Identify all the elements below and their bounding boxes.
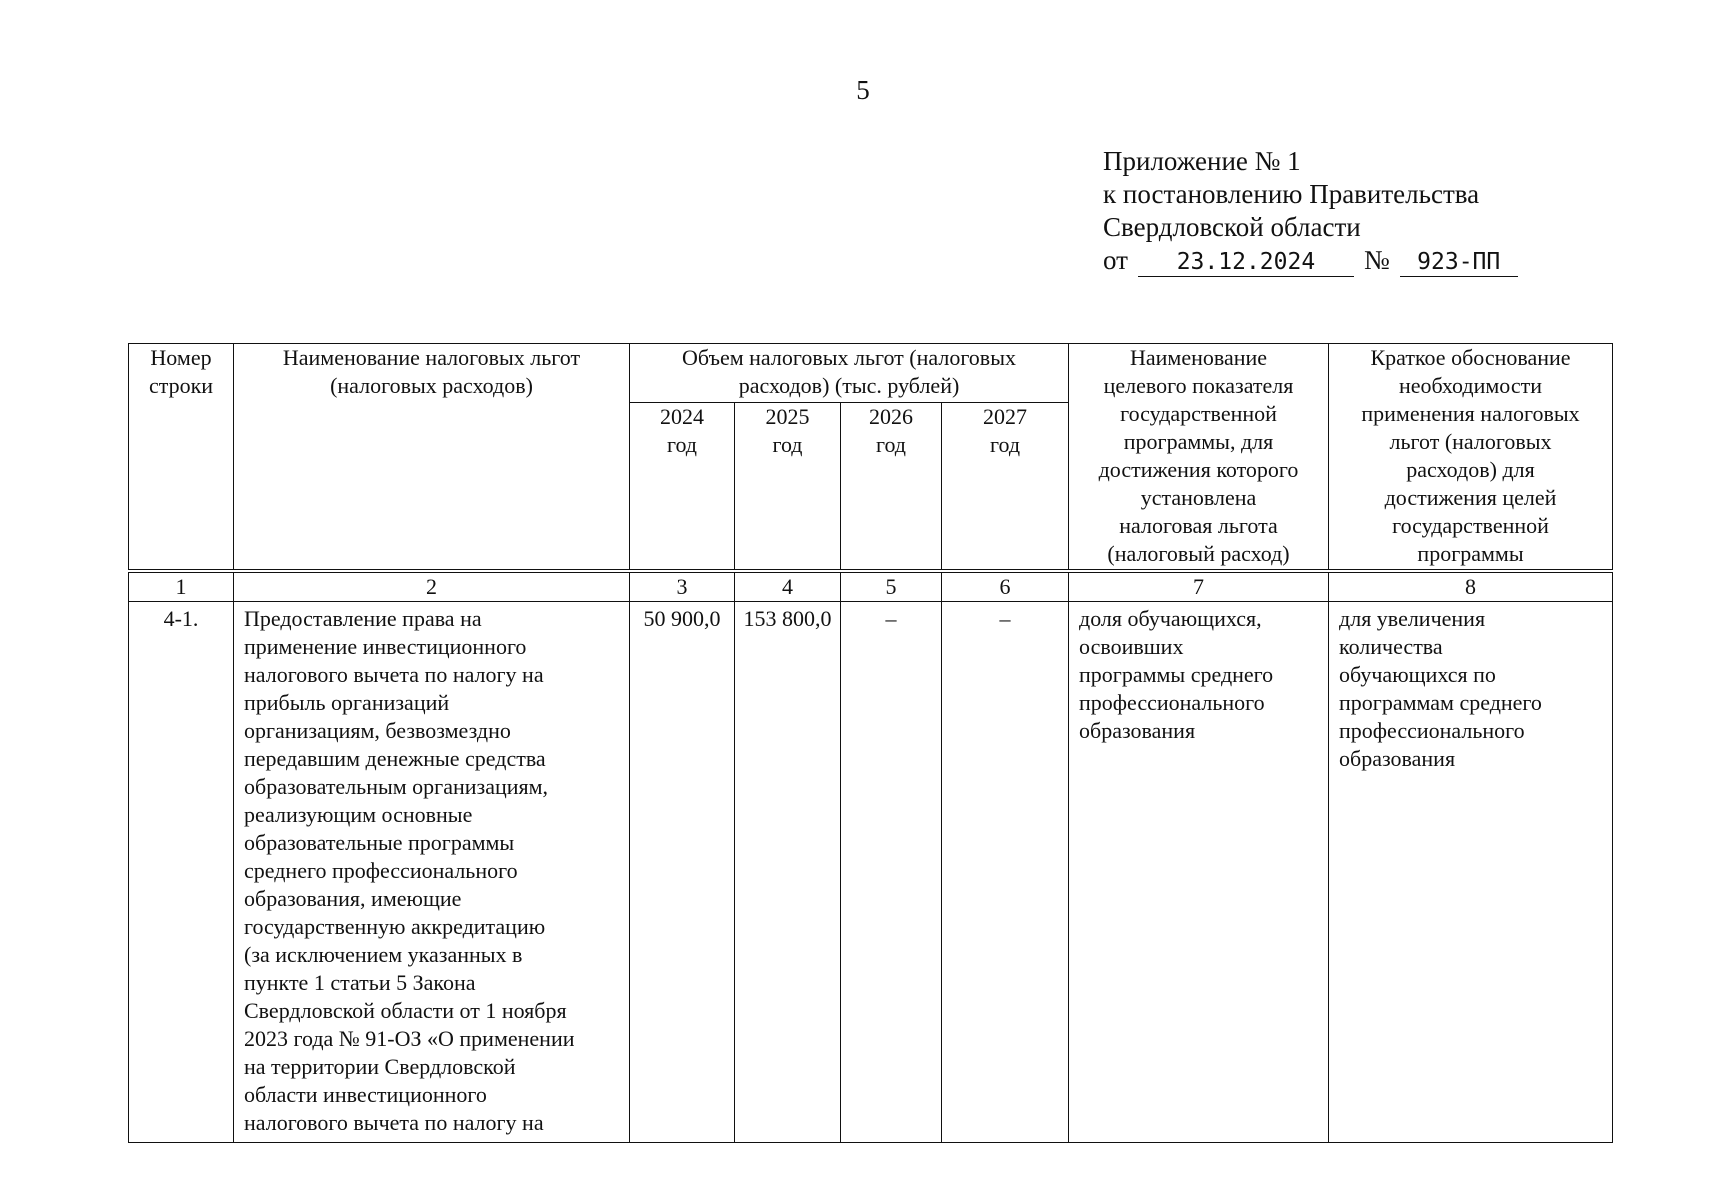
resolution-number: 923-ПП — [1400, 249, 1518, 277]
value-2026-cell: – — [841, 602, 942, 1143]
justification-cell: для увеличения количества обучающихся по программам среднего профессионального образования — [1329, 602, 1613, 1143]
header-year-2025: 2025 год — [735, 403, 841, 572]
header-target-indicator: Наименование целевого показателя государственной программы, для достижения которого установлена налоговая льгота (налоговый расход) — [1069, 344, 1329, 572]
header-volume: Объем налоговых льгот (налоговых расходов) (тыс. рублей) — [630, 344, 1069, 403]
header-year-2026: 2026 год — [841, 403, 942, 572]
number-label: № — [1363, 245, 1390, 275]
table-row — [129, 602, 1613, 1143]
tax-benefits-table — [128, 343, 1613, 1143]
appendix-header — [1103, 145, 1518, 277]
benefit-name-cell: Предоставление права на применение инвестиционного налогового вычета по налогу на прибыль организаций организациям, безвозмездно передавшим денежные средства образовательным организациям, реализующим основные образовательные программы среднего профессионального образования, имеющие государственную аккредитацию (за исключением указанных в пункте 1 статьи 5 Закона Свердловской области от 1 ноября 2023 года № 91-ОЗ «О применении на территории Свердловской области инвестиционного налогового вычета по налогу на — [234, 602, 630, 1143]
column-number-row — [129, 571, 1613, 602]
header-row-number: Номер строки — [129, 344, 234, 572]
column-number: 6 — [942, 571, 1069, 602]
appendix-date-line — [1103, 244, 1518, 277]
column-number: 1 — [129, 571, 234, 602]
column-number: 5 — [841, 571, 942, 602]
value-2027-cell: – — [942, 602, 1069, 1143]
column-number: 3 — [630, 571, 735, 602]
row-number-cell: 4-1. — [129, 602, 234, 1143]
header-justification: Краткое обоснование необходимости применения налоговых льгот (налоговых расходов) для достижения целей государственной программы — [1329, 344, 1613, 572]
column-number: 2 — [234, 571, 630, 602]
page-number: 5 — [856, 75, 870, 105]
column-number: 4 — [735, 571, 841, 602]
column-number: 8 — [1329, 571, 1613, 602]
column-number: 7 — [1069, 571, 1329, 602]
header-benefit-name: Наименование налоговых льгот (налоговых расходов) — [234, 344, 630, 572]
resolution-date: 23.12.2024 — [1138, 249, 1354, 277]
value-2024-cell: 50 900,0 — [630, 602, 735, 1143]
header-year-2024: 2024 год — [630, 403, 735, 572]
appendix-title: Приложение № 1 — [1103, 146, 1301, 176]
appendix-resolution: к постановлению Правительства — [1103, 179, 1480, 209]
header-year-2027: 2027 год — [942, 403, 1069, 572]
from-label: от — [1103, 245, 1128, 275]
header-row-1 — [129, 344, 1613, 403]
appendix-region: Свердловской области — [1103, 212, 1361, 242]
value-2025-cell: 153 800,0 — [735, 602, 841, 1143]
target-indicator-cell: доля обучающихся, освоивших программы среднего профессионального образования — [1069, 602, 1329, 1143]
